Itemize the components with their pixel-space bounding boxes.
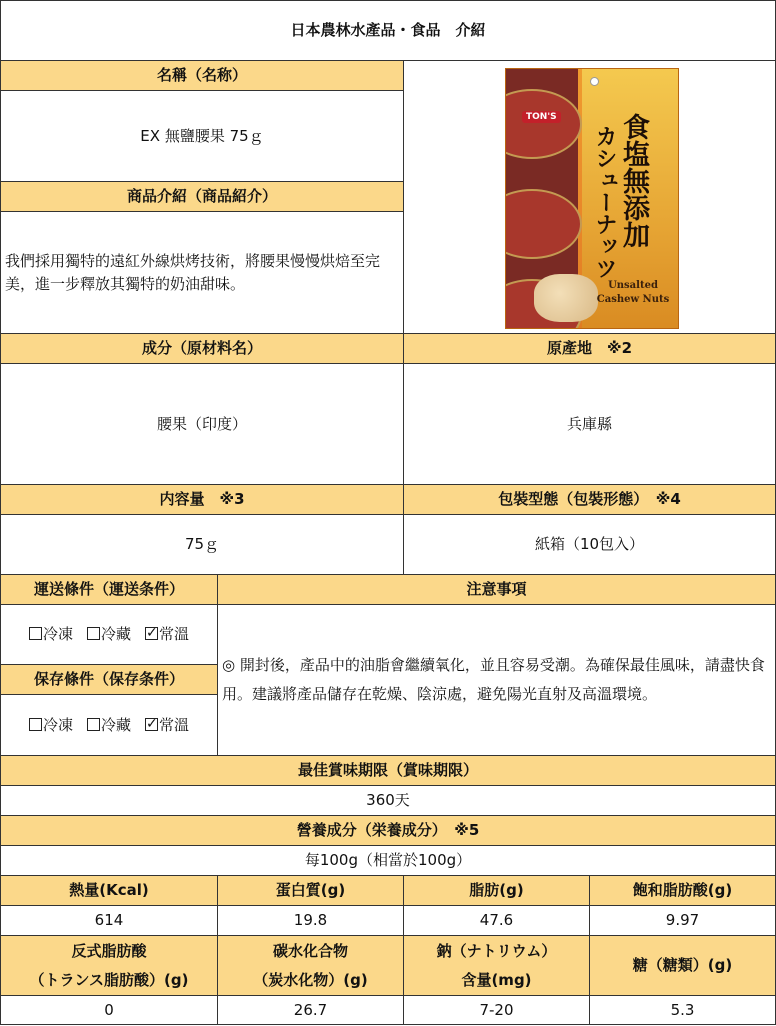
- nutrition-carbs-header-line1: 碳水化合物: [272, 942, 348, 960]
- packaging-header-text: 包裝型態（包裝形態） ※4: [498, 490, 681, 509]
- nutrition-satfat-header-text: 飽和脂肪酸(g): [632, 881, 733, 900]
- nutrition-carbs-value-text: 26.7: [293, 1000, 328, 1019]
- transport-option-chilled: [87, 623, 145, 646]
- nutrition-fat-value-text: 47.6: [479, 911, 514, 930]
- nutrition-header-text: 營養成分（栄養成分） ※5: [296, 821, 480, 840]
- option-label: 冷藏: [100, 625, 131, 644]
- nutrition-basis-text: 每100g（相當於100g）: [304, 851, 472, 870]
- ingredients-header-text: 成分（原材料名）: [141, 339, 262, 358]
- content-value: [0, 515, 404, 575]
- nutrition-transfat-value: [0, 996, 218, 1025]
- storage-header-text: 保存條件（保存条件）: [33, 670, 184, 689]
- option-label: 冷凍: [42, 715, 73, 734]
- packaging-header: [404, 485, 776, 515]
- ingredients-value: [0, 364, 404, 485]
- nutrition-transfat-header: [0, 936, 218, 996]
- nutrition-sodium-header-line2: 含量(mg): [461, 970, 532, 989]
- content-header-text: 内容量 ※3: [159, 490, 245, 509]
- storage-option-ambient: [145, 714, 189, 737]
- transport-option-frozen: [29, 623, 87, 646]
- nutrition-satfat-value: [590, 906, 776, 936]
- transport-options: [0, 605, 218, 665]
- transport-option-ambient: [145, 623, 189, 646]
- checkbox-chilled: [87, 718, 100, 731]
- nutrition-carbs-value: [218, 996, 404, 1025]
- nutrition-energy-header-text: 熱量(Kcal): [69, 881, 149, 900]
- nutrition-sodium-value-text: 7-20: [479, 1000, 514, 1019]
- nutrition-fat-value: [404, 906, 590, 936]
- checkbox-chilled: [87, 627, 100, 640]
- nutrition-sodium-header: [404, 936, 590, 996]
- storage-option-chilled: [87, 714, 145, 737]
- nutrition-sugar-value: [590, 996, 776, 1025]
- storage-header: [0, 665, 218, 695]
- option-label: 常溫: [159, 625, 190, 644]
- option-label: 冷凍: [42, 625, 73, 644]
- nutrition-transfat-value-text: 0: [104, 1000, 114, 1019]
- shelf-life-header-text: 最佳賞味期限（賞味期限）: [297, 761, 478, 780]
- nutrition-sugar-header-text: 糖（糖類）(g): [632, 956, 733, 975]
- origin-header: [404, 334, 776, 364]
- nutrition-energy-value-text: 614: [94, 911, 124, 930]
- name-value-text: EX 無鹽腰果 75ｇ: [140, 126, 264, 145]
- nutrition-protein-header: [218, 876, 404, 906]
- nutrition-satfat-value-text: 9.97: [665, 911, 700, 930]
- storage-option-frozen: [29, 714, 87, 737]
- packaging-value-text: 紙箱（10包入）: [534, 535, 645, 554]
- name-header-text: 名稱（名称）: [156, 66, 247, 85]
- nutrition-satfat-header: [590, 876, 776, 906]
- intro-value: [0, 212, 404, 334]
- checkbox-ambient-checked: [145, 627, 158, 640]
- nutrition-energy-header: [0, 876, 218, 906]
- nutrition-protein-header-text: 蛋白質(g): [275, 881, 346, 900]
- nutrition-transfat-header-line2: （トランス脂肪酸）(g): [29, 970, 189, 989]
- nutrition-carbs-header-line2: （炭水化物）(g): [253, 970, 368, 989]
- jp-title-line1: 食塩無添加: [618, 113, 649, 248]
- storage-options: [0, 695, 218, 756]
- transport-header: [0, 575, 218, 605]
- intro-header-text: 商品介紹（商品紹介）: [126, 187, 277, 206]
- nutrition-basis: [0, 846, 776, 876]
- nutrition-sugar-value-text: 5.3: [670, 1000, 695, 1019]
- nutrition-carbs-header: [218, 936, 404, 996]
- hang-hole: [590, 77, 599, 86]
- notes-header-text: 注意事項: [466, 580, 527, 599]
- nutrition-sodium-header-line1: 鈉（ナトリウム）: [436, 942, 557, 960]
- packaging-value: [404, 515, 776, 575]
- checkbox-ambient-checked: [145, 718, 158, 731]
- notes-value: [218, 605, 776, 756]
- shelf-life-header: [0, 756, 776, 786]
- shelf-life-value: [0, 786, 776, 816]
- product-image: [505, 68, 679, 329]
- nutrition-protein-value: [218, 906, 404, 936]
- option-label: 冷藏: [100, 715, 131, 734]
- content-value-text: 75ｇ: [184, 535, 220, 554]
- nutrition-fat-header-text: 脂肪(g): [469, 881, 524, 900]
- nutrition-protein-value-text: 19.8: [293, 911, 328, 930]
- notes-header: [218, 575, 776, 605]
- ingredients-header: [0, 334, 404, 364]
- content-header: [0, 485, 404, 515]
- nutrition-fat-header: [404, 876, 590, 906]
- transport-header-text: 運送條件（運送条件）: [33, 580, 184, 599]
- english-caption-line2: Cashew Nuts: [596, 294, 670, 305]
- ingredients-value-text: 腰果（印度）: [156, 414, 247, 433]
- jp-title-line2: カシューナッツ: [592, 125, 618, 279]
- intro-header: [0, 182, 404, 212]
- intro-text: 我們採用獨特的遠紅外線烘烤技術，將腰果慢慢烘焙至完美，進一步釋放其獨特的奶油甜味。: [5, 252, 381, 293]
- nutrition-transfat-header-line1: 反式脂肪酸: [71, 942, 147, 960]
- nutrition-sugar-header: [590, 936, 776, 996]
- notes-text: ◎ 開封後，產品中的油脂會繼續氧化，並且容易受潮。為確保最佳風味，請盡快食用。建議將產品儲存在乾燥、陰涼處，避免陽光直射及高溫環境。: [222, 655, 765, 703]
- checkbox-frozen: [29, 627, 42, 640]
- origin-value-text: 兵庫縣: [566, 414, 612, 433]
- brand-logo: TON'S: [522, 111, 561, 123]
- name-value: [0, 91, 404, 182]
- sheet-title-text: 日本農林水產品・食品 介紹: [290, 21, 486, 40]
- nutrition-energy-value: [0, 906, 218, 936]
- origin-header-text: 原產地 ※2: [546, 339, 633, 358]
- english-caption: [586, 279, 679, 307]
- checkbox-frozen: [29, 718, 42, 731]
- shelf-life-value-text: 360天: [366, 791, 410, 810]
- nutrition-header: [0, 816, 776, 846]
- option-label: 常溫: [159, 715, 190, 734]
- english-caption-line1: Unsalted: [608, 280, 658, 291]
- sheet-title: [0, 0, 776, 61]
- origin-value: [404, 364, 776, 485]
- nutrition-sodium-value: [404, 996, 590, 1025]
- name-header: [0, 61, 404, 91]
